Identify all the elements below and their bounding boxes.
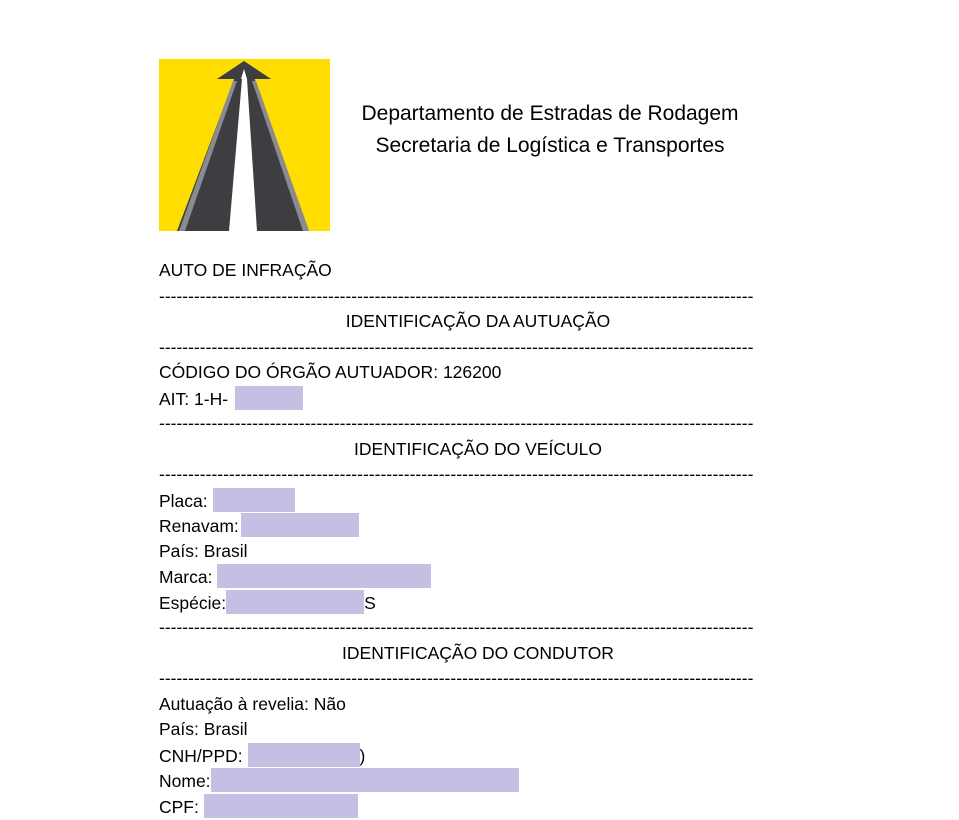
field-value: Brasil	[203, 540, 248, 561]
separator: ------------------------------------------------------------------------------------------------------	[159, 617, 754, 637]
field-label: Nome:	[159, 771, 211, 791]
der-logo	[159, 59, 330, 231]
field-pais-condutor	[159, 717, 767, 743]
field-value: Não	[313, 693, 346, 714]
separator: ------------------------------------------------------------------------------------------------------	[159, 413, 754, 433]
field-label: Marca:	[159, 567, 213, 587]
field-label: CNH/PPD:	[159, 745, 243, 766]
organization-header	[340, 98, 760, 162]
field-cnh	[159, 743, 767, 769]
separator: ------------------------------------------------------------------------------------------------------	[159, 464, 754, 484]
field-label: CPF:	[159, 796, 199, 817]
field-codigo-orgao	[159, 360, 767, 386]
field-label: Autuação à revelia:	[159, 693, 309, 714]
field-label: AIT: 1-H-	[159, 388, 229, 409]
infraction-notice	[159, 258, 767, 819]
field-label: Placa:	[159, 490, 208, 511]
field-marca	[159, 564, 767, 590]
redacted-value	[248, 743, 360, 767]
field-especie	[159, 590, 767, 616]
field-value: Brasil	[203, 719, 248, 739]
field-ait	[159, 386, 767, 412]
field-label: CÓDIGO DO ÓRGÃO AUTUADOR:	[159, 362, 439, 382]
field-label: País:	[159, 719, 199, 739]
road-arrow-logo-icon	[159, 59, 330, 231]
document-title: AUTO DE INFRAÇÃO	[159, 260, 332, 280]
field-value-tail: S	[364, 592, 376, 613]
field-pais-veiculo	[159, 539, 767, 565]
redacted-value	[217, 564, 431, 588]
field-value-tail: )	[359, 745, 366, 766]
redacted-value	[204, 794, 358, 818]
field-placa	[159, 488, 767, 514]
separator: ------------------------------------------------------------------------------------------------------	[159, 336, 754, 357]
redacted-value	[241, 513, 359, 537]
field-label: País:	[159, 540, 199, 561]
department-name: Departamento de Estradas de Rodagem	[361, 102, 739, 125]
section-title-condutor: IDENTIFICAÇÃO DO CONDUTOR	[342, 642, 614, 663]
field-value: 126200	[442, 362, 502, 382]
secretariat-name: Secretaria de Logística e Transportes	[375, 134, 725, 157]
redacted-value	[211, 768, 519, 792]
field-cpf	[159, 794, 767, 820]
redacted-value	[235, 386, 303, 410]
separator: ------------------------------------------------------------------------------------------------------	[159, 668, 754, 688]
field-renavam	[159, 513, 767, 539]
section-title-autuacao: IDENTIFICAÇÃO DA AUTUAÇÃO	[345, 311, 611, 331]
separator: ------------------------------------------------------------------------------------------------------	[159, 285, 754, 306]
field-label: Espécie:	[159, 592, 227, 613]
redacted-value	[213, 488, 295, 512]
field-revelia	[159, 692, 767, 718]
field-label: Renavam:	[159, 516, 239, 536]
section-title-veiculo: IDENTIFICAÇÃO DO VEÍCULO	[354, 438, 602, 459]
field-nome	[159, 768, 767, 794]
redacted-value	[226, 590, 364, 614]
